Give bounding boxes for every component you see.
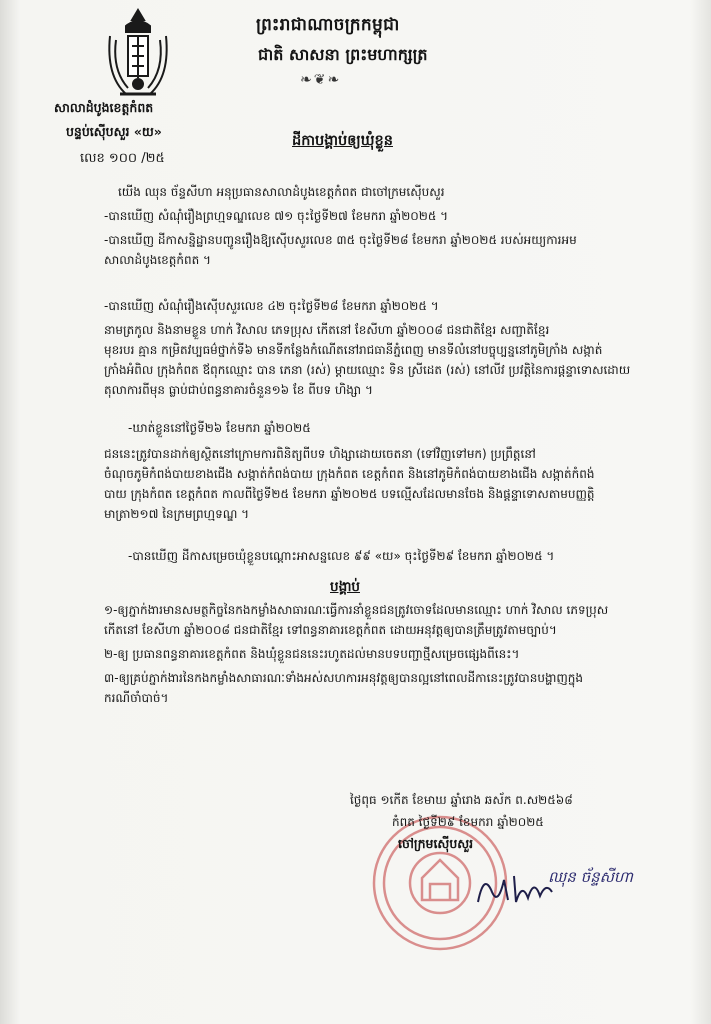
seen-clause-2: -បានឃើញ ដីកាសន្និដ្ឋានបញ្ជូនរឿងឱ្យស៊ើបសួរលេខ ៣៥ ចុះថ្ងៃទី២៨ ខែមករា ឆ្នាំ២០២៥ របស់អយ្យការអម សាលាដំបូងខេត្តកំពត ។ [104, 233, 577, 267]
order-item-3: ៣-ឲ្យគ្រប់ភ្នាក់ងារនៃកងកម្លាំងសាធារណៈទាំងអស់សហការអនុវត្តឲ្យបានល្អនៅពេលដីកានេះត្រូវបានបង្ហាញក្នុង ករណីចាំបាច់។ [104, 671, 584, 705]
document-title: ដីកាបង្គាប់ឲ្យឃុំខ្លួន [292, 133, 393, 149]
arrest-clause: -ឃាត់ខ្លួននៅថ្ងៃទី២៦ ខែមករា ឆ្នាំ២០២៥ [128, 421, 311, 435]
office-name: បន្ទប់ស៊ើបសួរ «យ» [66, 124, 162, 139]
order-item-2: ២-ឲ្យ ប្រធានពន្ធនាគារខេត្តកំពត និងឃុំខ្លួនជននេះរហូតដល់មានបទបញ្ជាថ្មីសម្រេចផ្សេងពីនេះ។ [104, 647, 520, 661]
lunar-date: ថ្ងៃពុធ ១កើត ខែមាឃ ឆ្នាំរោង ឆស័ក ព.ស២៥៦៨ [350, 793, 573, 807]
seen-clause-1: -បានឃើញ សំណុំរឿងព្រហ្មទណ្ឌលេខ ៧១ ចុះថ្ងៃទី២៧ ខែមករា ឆ្នាំ២០២៥ ។ [104, 209, 449, 223]
reference-number: លេខ ១០០ /២៥ [80, 151, 165, 166]
signer-name: ឈុន ច័ន្ទសីហា [548, 868, 633, 886]
court-name: សាលាដំបូងខេត្តកំពត [54, 100, 154, 115]
signer-title: ចៅក្រមស៊ើបសួរ [398, 836, 474, 851]
place-date: កំពត ថ្ងៃទី២៩ ខែមករា ឆ្នាំ២០២៥ [392, 815, 544, 829]
kingdom-heading: ព្រះរាជាណាចក្រកម្ពុជា [256, 15, 400, 35]
ornament-divider: ❧❦❧ [300, 72, 342, 88]
national-motto: ជាតិ សាសនា ព្រះមហាក្សត្រ [258, 45, 428, 64]
identity-paragraph: នាមត្រកូល និងនាមខ្លួន ហាក់ វិសាល ភេទប្រុស កើតនៅ ខែសីហា ឆ្នាំ២០០៨ ជនជាតិខ្មែរ សញ្ជាតិខ្មែរ មុខរបរ គ្មាន កម្រិតវប្បធម៌ថ្នាក់ទី៦ មានទីកន្លែងកំណើតនៅរាជធានីភ្នំពេញ មានទីលំនៅបច្ចុប្បន្ននៅភូមិក្រាំង សង្កាត់ ក្រាំងអំពិល ក្រុងកំពត ឪពុកឈ្មោះ បាន ភេនា (រស់) ម្តាយឈ្មោះ ទិន ស្រីដេត (រស់) នៅលីវ ប្រវត្តិនៃការផ្តន្ទាទោសដោយ តុលាការពីមុន ធ្លាប់ជាប់ពន្ធនាគារចំនួន១៦ ខែ ពីបទ ហិង្សា ។ [104, 323, 631, 397]
intro-paragraph: យើង ឈុន ច័ន្ទសីហា អនុប្រធានសាលាដំបូងខេត្តកំពត ជាចៅក្រមស៊ើបសួរ [118, 185, 445, 199]
orders-heading: បង្គាប់ [330, 579, 360, 595]
seen-clause-4: -បានឃើញ ដីកាសម្រេចឃុំខ្លួនបណ្តោះអាសន្នលេខ ៩៩ «យ» ចុះថ្ងៃទី២៩ ខែមករា ឆ្នាំ២០២៥ ។ [128, 549, 555, 563]
charge-paragraph: ជននេះត្រូវបានដាក់ឲ្យស្ថិតនៅក្រោមការពិនិត្យពីបទ ហិង្សាដោយចេតនា (ទៅវិញទៅមក) ប្រព្រឹត្តនៅ ចំណុចភូមិកំពង់បាយខាងជើង សង្កាត់កំពង់បាយ ក្រុងកំពត ខេត្តកំពត និងនៅភូមិកំពង់បាយខាងជើង សង្កាត់កំពង់ បាយ ក្រុងកំពត ខេត្តកំពត កាលពីថ្ងៃទី២៥ ខែមករា ឆ្នាំ២០២៥ បទល្មើសដែលមានចែង និងផ្តន្ទាទោសតាមបញ្ញត្តិ មាត្រា២១៧ នៃក្រមព្រហ្មទណ្ឌ ។ [104, 447, 595, 521]
seen-clause-3: -បានឃើញ សំណុំរឿងស៊ើបសួរលេខ ៤២ ចុះថ្ងៃទី២៨ ខែមករា ឆ្នាំ២០២៥ ។ [104, 299, 439, 313]
order-item-1: ១-ឲ្យភ្នាក់ងារមានសមត្ថកិច្ចនៃកងកម្លាំងសាធារណៈធ្វើការនាំខ្លួនជនត្រូវចោទដែលមានឈ្មោះ ហាក់ វិសាល ភេទប្រុស កើតនៅ ខែសីហា ឆ្នាំ២០០៨ ជនជាតិខ្មែរ ទៅពន្ធនាគារខេត្តកំពត ដោយអនុវត្តឲ្យបានត្រឹមត្រូវតាមច្បាប់។ [104, 603, 609, 637]
royal-emblem-icon [96, 6, 180, 102]
